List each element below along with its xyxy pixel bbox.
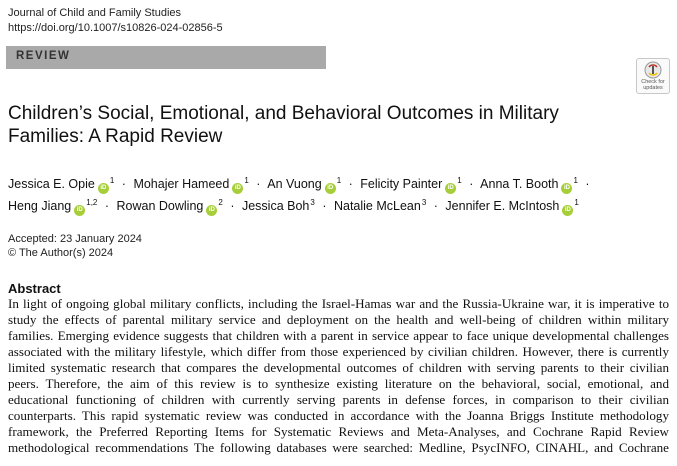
author-separator: ·	[348, 177, 353, 191]
check-for-updates-button[interactable]	[636, 58, 670, 94]
abstract-line: educational functioning of children with currently serving parents in defense forces, in comparison to their civilian	[8, 392, 669, 407]
author-name[interactable]: Jessica Boh	[241, 199, 310, 213]
abstract-line: families. Emerging evidence suggests that children with a parent in service appear to face unique developmental challenges	[8, 328, 669, 343]
accepted-date: Accepted: 23 January 2024	[8, 233, 142, 245]
author-item	[242, 199, 315, 213]
abstract-line: peers. Therefore, the aim of this review is to synthesize existing literature on the behavioral, social, emotional, and	[8, 376, 669, 391]
author-item	[445, 199, 578, 213]
check-for-updates-label-2: updates	[643, 85, 663, 91]
article-type-label: REVIEW	[16, 50, 71, 62]
affiliation-superscript: 1	[244, 176, 249, 185]
author-separator: ·	[121, 177, 126, 191]
abstract-line: methodological recommendations The following databases were searched: Medline, PsycINFO, CINAHL, and Cochrane	[8, 440, 669, 455]
affiliation-superscript: 1,2	[86, 198, 98, 207]
author-item	[334, 199, 426, 213]
author-separator: ·	[433, 199, 438, 213]
author-name[interactable]: Heng Jiang	[8, 199, 72, 213]
abstract-line: In light of ongoing global military conflicts, including the Israel-Hamas war and the Russia-Ukraine war, it is imperative to	[8, 296, 669, 311]
orcid-icon[interactable]: iD	[98, 183, 109, 194]
abstract-heading: Abstract	[8, 281, 61, 296]
abstract-line: study the effects of parental military service and deployment on the health and well-being of children within military	[8, 312, 669, 327]
author-separator: ·	[104, 199, 110, 213]
author-item	[117, 199, 223, 213]
affiliation-superscript: 2	[218, 198, 223, 207]
orcid-icon[interactable]: iD	[562, 205, 573, 216]
author-item	[267, 177, 341, 191]
affiliation-superscript: 3	[310, 198, 315, 207]
orcid-icon[interactable]: iD	[561, 183, 572, 194]
author-name[interactable]: Rowan Dowling	[116, 199, 204, 213]
copyright-notice: © The Author(s) 2024	[8, 247, 114, 259]
author-item	[8, 177, 114, 191]
article-title-line-2: Families: A Rapid Review	[8, 126, 223, 147]
affiliation-superscript: 1	[336, 176, 342, 185]
author-item	[8, 199, 97, 213]
author-item	[480, 177, 578, 191]
author-name[interactable]: Natalie McLean	[333, 199, 421, 213]
orcid-icon[interactable]: iD	[445, 183, 456, 194]
article-type-banner	[6, 46, 326, 69]
author-separator: ·	[256, 177, 261, 191]
orcid-icon[interactable]: iD	[74, 205, 85, 216]
article-title-line-1: Children’s Social, Emotional, and Behavioral Outcomes in Military	[8, 103, 559, 124]
affiliation-superscript: 1	[574, 198, 579, 207]
abstract-line: counterparts. This rapid systematic review was conducted in accordance with the Joanna Briggs Institute methodology	[8, 408, 669, 423]
author-item	[360, 177, 461, 191]
orcid-icon[interactable]: iD	[232, 183, 243, 194]
orcid-icon[interactable]: iD	[325, 183, 336, 194]
abstract-line: limited systematic research that compares the developmental outcomes of children with serving parents to their civilian	[8, 360, 669, 375]
author-name[interactable]: Jennifer E. McIntosh	[445, 199, 560, 213]
check-for-updates-label-1: Check for	[641, 79, 665, 85]
affiliation-superscript: 1	[457, 176, 462, 185]
affiliation-superscript: 1	[109, 176, 115, 185]
author-separator: ·	[230, 199, 235, 213]
author-separator: ·	[469, 177, 474, 191]
author-name[interactable]: Mohajer Hameed	[133, 177, 230, 191]
abstract-text	[8, 296, 669, 456]
author-separator: ·	[322, 199, 327, 213]
author-name[interactable]: Anna T. Booth	[480, 177, 559, 191]
affiliation-superscript: 3	[421, 198, 427, 207]
affiliation-superscript: 1	[573, 176, 578, 185]
abstract-line: associated with the military lifestyle, which differ from those experienced by civilian children. However, there is currently	[8, 344, 669, 359]
author-item	[133, 177, 248, 191]
author-name[interactable]: Felicity Painter	[360, 177, 443, 191]
author-name[interactable]: Jessica E. Opie	[8, 177, 95, 191]
doi-link[interactable]: https://doi.org/10.1007/s10826-024-02856-5	[8, 22, 223, 34]
orcid-icon[interactable]: iD	[206, 205, 217, 216]
article-title	[8, 102, 608, 148]
author-separator: ·	[585, 177, 590, 191]
check-for-updates-icon	[644, 61, 662, 79]
author-list	[8, 172, 673, 216]
author-name[interactable]: An Vuong	[267, 177, 322, 191]
abstract-line: framework, the Preferred Reporting Items for Systematic Reviews and Meta-Analyses, and Cochrane Rapid Review	[8, 424, 669, 439]
journal-name: Journal of Child and Family Studies	[8, 7, 182, 19]
